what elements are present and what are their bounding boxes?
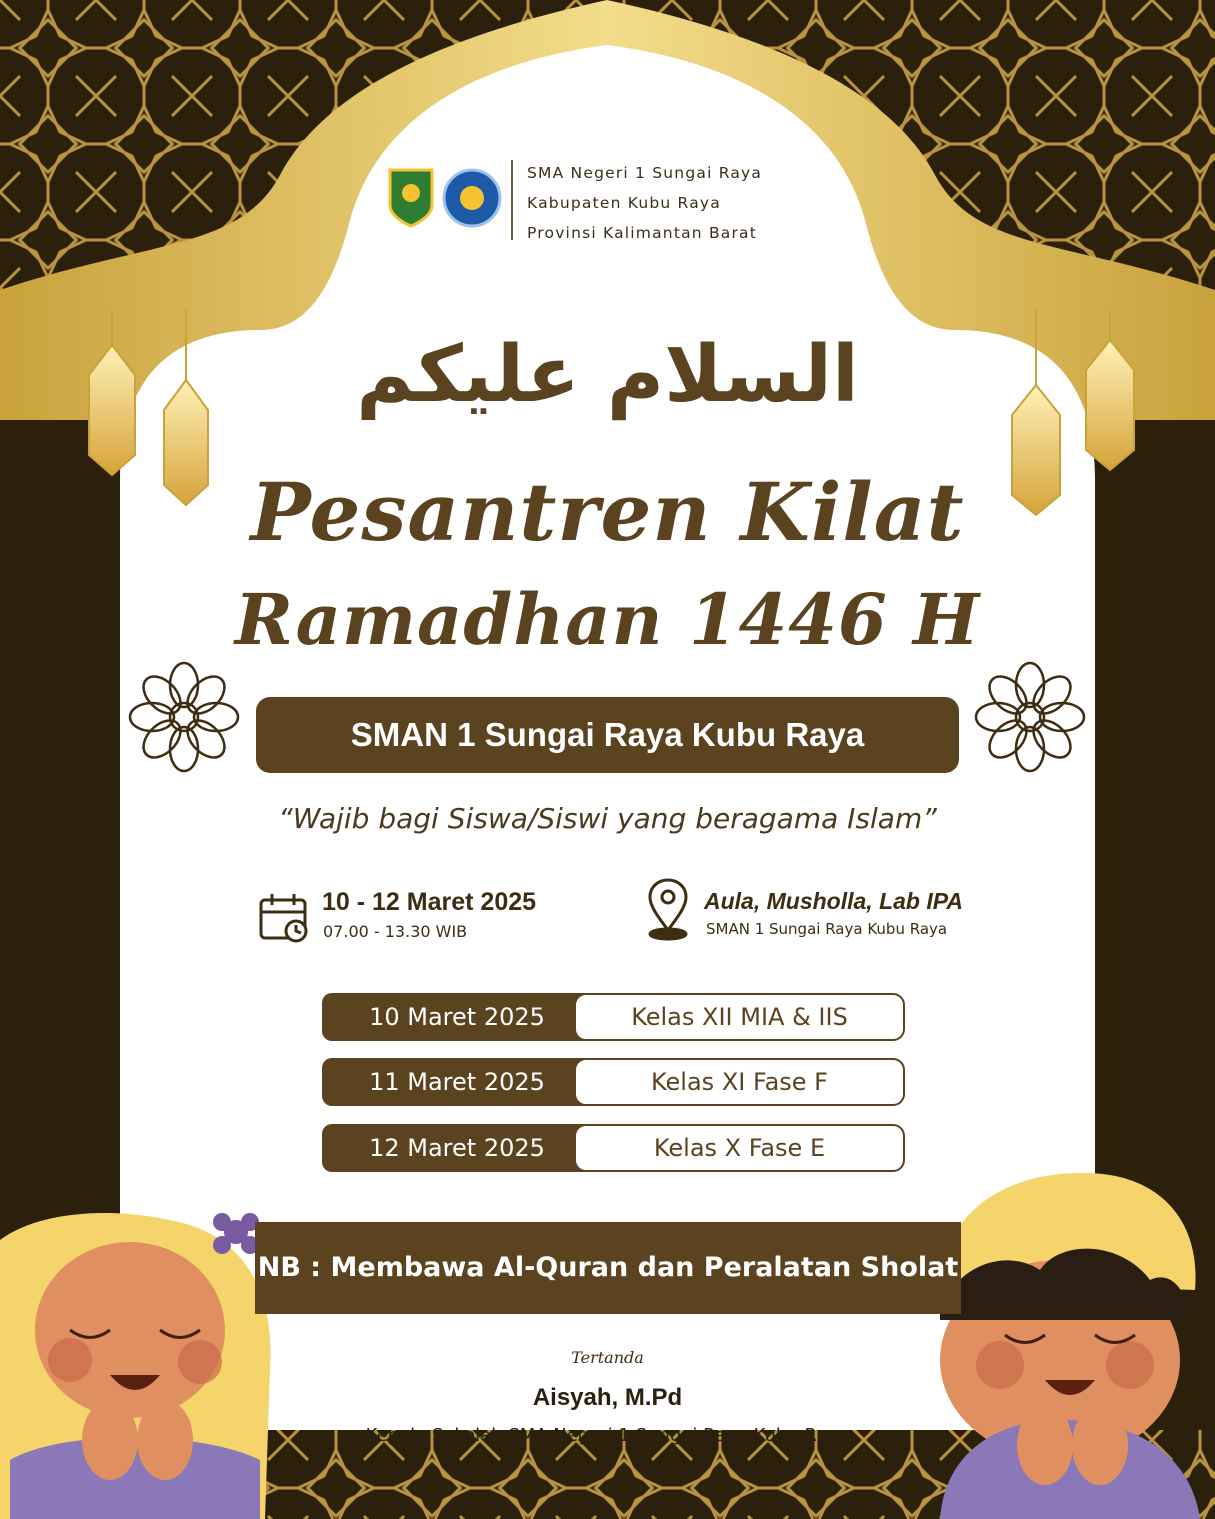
- schedule-row: [322, 1124, 905, 1172]
- event-location: Aula, Musholla, Lab IPA: [704, 888, 963, 914]
- arabic-greeting: السلام عليكم: [356, 330, 859, 420]
- schedule-row: [322, 993, 905, 1041]
- schedule-row: [322, 1058, 905, 1106]
- education-ministry-logo-icon: [444, 170, 500, 226]
- schedule-date: 12 Maret 2025: [322, 1124, 592, 1172]
- signatory-name: Aisyah, M.Pd: [532, 1384, 683, 1411]
- header-line-3: Provinsi Kalimantan Barat: [527, 224, 758, 242]
- schedule-date: 10 Maret 2025: [322, 993, 592, 1041]
- schedule-class: Kelas XII MIA & IIS: [574, 993, 905, 1041]
- note-banner: NB : Membawa Al-Quran dan Peralatan Sholat: [255, 1222, 961, 1314]
- school-banner: SMAN 1 Sungai Raya Kubu Raya: [256, 697, 959, 773]
- header-line-1: SMA Negeri 1 Sungai Raya: [527, 164, 763, 182]
- header-divider: [511, 160, 513, 240]
- quote-text: “Wajib bagi Siswa/Siswi yang beragama Islam”: [278, 802, 937, 835]
- header-line-2: Kabupaten Kubu Raya: [527, 194, 721, 212]
- schedule-class: Kelas XI Fase F: [574, 1058, 905, 1106]
- event-time: 07.00 - 13.30 WIB: [323, 922, 468, 941]
- event-location-sub: SMAN 1 Sungai Raya Kubu Raya: [706, 920, 948, 938]
- schedule-class: Kelas X Fase E: [574, 1124, 905, 1172]
- signatory-title: Kepala Sekolah SMA Negeri 1 Sungai Raya Kubu Raya: [365, 1425, 850, 1446]
- schedule-date: 11 Maret 2025: [322, 1058, 592, 1106]
- event-date: 10 - 12 Maret 2025: [322, 888, 537, 916]
- signature-label: Tertanda: [571, 1348, 644, 1367]
- page-subtitle: Ramadhan 1446 H: [234, 578, 981, 661]
- page-title: Pesantren Kilat: [250, 465, 965, 559]
- regency-logo-icon: [390, 170, 432, 226]
- school-header: [527, 158, 762, 248]
- boy-character-illustration: [940, 1173, 1200, 1519]
